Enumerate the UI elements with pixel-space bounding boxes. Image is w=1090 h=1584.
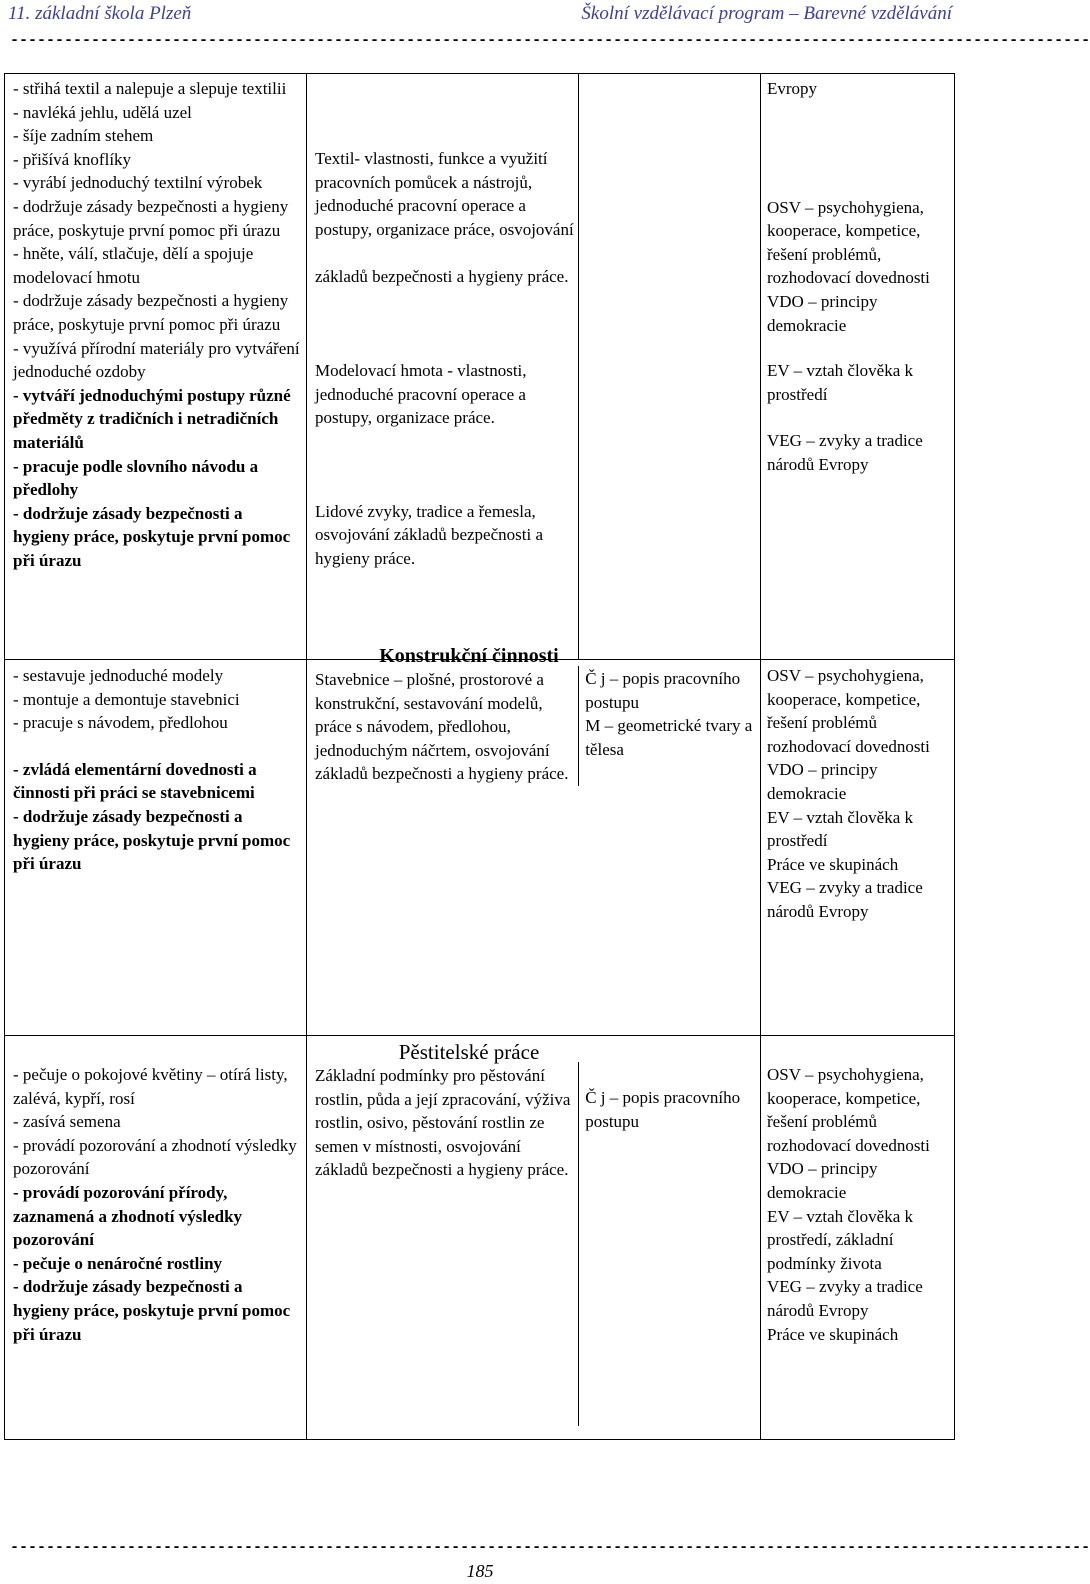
relations-construction (578, 666, 760, 786)
text-line: - pečuje o pokojové květiny – otírá listy, zalévá, kypří, rosí (13, 1065, 288, 1108)
relations-cell (579, 74, 761, 660)
themes-ev: EV – vztah člověka k prostředí (767, 361, 914, 404)
table-row-textile-modeling (5, 74, 955, 660)
text-line: - přišívá knoflíky (13, 149, 132, 169)
text-line: - pracuje s návodem, předlohou (13, 713, 228, 733)
content-textile: Textil- vlastnosti, funkce a využití pracovních pomůcek a nástrojů, jednoduché pracovní operace a postupy, organizace práce, osvojování (315, 149, 574, 239)
text-line: - dodržuje zásady bezpečnosti a hygieny práce, poskytuje první pomoc při úrazu (13, 196, 289, 240)
text-line: - pracuje podle slovního návodu a předlohy (13, 456, 259, 500)
text-line: EV – vztah člověka k prostředí (767, 807, 914, 851)
text-line: - provádí pozorování a zhodnotí výsledky pozorování (13, 1135, 297, 1179)
themes-vdo: VDO – principy demokracie (767, 291, 878, 335)
section-title-growing: Pěstitelské práce (398, 1040, 540, 1064)
header-divider: ------------------------------------------------------------------------------------------------------------------------ (10, 32, 1090, 49)
text-line: OSV – psychohygiena, kooperace, kompetice, řešení problémů rozhodovací dovednosti (767, 666, 930, 756)
text-line: Práce ve skupinách (767, 854, 899, 874)
text-line: - vytváří jednoduchými postupy různé předměty z tradičních i netradičních materiálů (13, 385, 291, 452)
text-line: - zvládá elementární dovednosti a činnosti při práci se stavebnicemi (13, 759, 257, 803)
themes-cell (761, 1036, 955, 1440)
themes-veg: VEG – zvyky a tradice národů Evropy (767, 431, 923, 474)
text-line: - navléká jehlu, udělá uzel (13, 102, 192, 122)
text-line: VEG – zvyky a tradice národů Evropy (767, 878, 923, 921)
outputs-normal-text (13, 664, 302, 735)
text-line: - provádí pozorování přírody, zaznamená a zhodnotí výsledky pozorování (13, 1182, 243, 1250)
content-relations-cell (307, 645, 761, 1036)
outputs-bold-text (13, 1181, 302, 1346)
text-line: EV – vztah člověka k prostředí, základní podmínky života (767, 1206, 914, 1273)
text-line: - montuje a demontuje stavebnici (13, 689, 240, 709)
school-name-header: 11. základní škola Plzeň (8, 3, 192, 24)
text-line: - dodržuje zásady bezpečnosti a hygieny práce, poskytuje první pomoc při úrazu (13, 806, 291, 874)
outputs-cell (5, 1036, 307, 1440)
themes-cell (761, 74, 955, 660)
text-line: - dodržuje zásady bezpečnosti a hygieny práce, poskytuje první pomoc při úrazu (13, 1277, 291, 1344)
table-row-growing (5, 1036, 955, 1440)
text-line: M – geometrické tvary a tělesa (585, 716, 753, 759)
text-line: Č j – popis pracovního postupu (585, 1088, 741, 1131)
text-line: - zasívá semena (13, 1112, 121, 1132)
text-line: - sestavuje jednoduché modely (13, 666, 224, 685)
text-line: Č j – popis pracovního postupu (585, 669, 741, 712)
text-line: VEG – zvyky a tradice národů Evropy (767, 1277, 923, 1320)
text-line: - využívá přírodní materiály pro vytváření jednoduché ozdoby (13, 338, 300, 382)
page-number: 185 (466, 1561, 494, 1581)
content-construction: Stavebnice – plošné, prostorové a konstrukční, sestavování modelů, práce s návodem, předlohou, jednoduchým náčrtem, osvojování základů bezpečnosti a hygieny práce. (315, 670, 569, 784)
themes-europe: Evropy (767, 79, 818, 98)
content-relations-cell (307, 1036, 761, 1440)
text-line: - střihá textil a nalepuje a slepuje textilii (13, 79, 287, 98)
curriculum-table (4, 73, 955, 1440)
outputs-normal-text (13, 77, 302, 384)
content-modeling-clay: Modelovací hmota - vlastnosti, jednoduché pracovní operace a postupy, organizace práce. (315, 360, 527, 428)
text-line: - dodržuje zásady bezpečnosti a hygieny práce, poskytuje první pomoc při úrazu (13, 291, 289, 334)
themes-growing (767, 1063, 950, 1346)
content-cell (307, 74, 579, 660)
text-line: - šíje zadním stehem (13, 126, 154, 146)
content-growing: Základní podmínky pro pěstování rostlin, půda a její zpracování, výživa rostlin, osivo, pěstování rostlin ze semen v místnosti, osvojování základů bezpečnosti a hygieny práce. (315, 1066, 571, 1180)
section-title-construction: Konstrukční činnosti (379, 645, 559, 667)
content-folk-customs: Lidové zvyky, tradice a řemesla, osvojování základů bezpečnosti a hygieny práce. (315, 501, 544, 568)
outputs-normal-text (13, 1063, 302, 1181)
text-line: - hněte, válí, stlačuje, dělí a spojuje modelovací hmotu (13, 244, 254, 287)
themes-construction (767, 664, 950, 924)
text-line: Práce ve skupinách (767, 1324, 899, 1344)
program-name-header: Školní vzdělávací program – Barevné vzdělávání (581, 3, 952, 24)
text-line: OSV – psychohygiena, kooperace, kompetice, řešení problémů rozhodovací dovednosti (767, 1065, 930, 1155)
text-line: - pečuje o nenáročné rostliny (13, 1253, 223, 1273)
text-line: VDO – principy demokracie (767, 760, 878, 803)
outputs-cell (5, 660, 307, 1036)
outputs-cell (5, 74, 307, 660)
content-safety: základů bezpečnosti a hygieny práce. (315, 267, 569, 287)
outputs-bold-text (13, 758, 302, 876)
text-line: VDO – principy demokracie (767, 1159, 878, 1202)
text-line: - dodržuje zásady bezpečnosti a hygieny práce, poskytuje první pomoc při úrazu (13, 503, 291, 570)
footer-divider: ------------------------------------------------------------------------------------------------------------------------ (10, 1539, 1090, 1556)
table-row-construction (5, 660, 955, 1036)
outputs-bold-text (13, 384, 302, 573)
relations-growing (578, 1062, 760, 1426)
themes-osv: OSV – psychohygiena, kooperace, kompetice, řešení problémů, rozhodovací dovednosti (767, 197, 930, 288)
text-line: - vyrábí jednoduchý textilní výrobek (13, 173, 263, 193)
themes-cell (761, 660, 955, 1036)
